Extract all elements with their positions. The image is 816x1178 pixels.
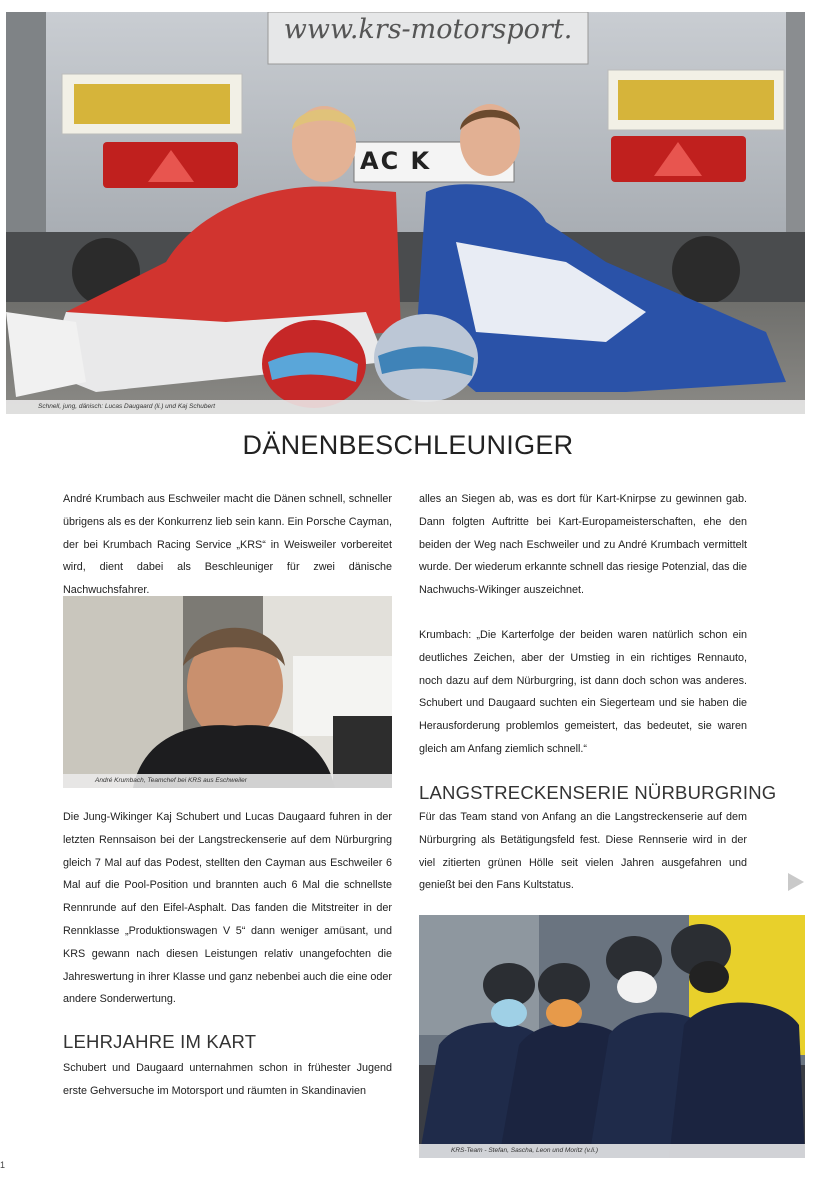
heading-lehrjahre: LEHRJAHRE IM KART: [63, 1031, 257, 1052]
article-title: DÄNENBESCHLEUNIGER: [242, 430, 574, 460]
right-text-1: alles an Siegen ab, was es dort für Kart-Knirpse zu gewinnen gab. Dann folgten Auftritte bei Kart-Europameisterschaften, ehe den beiden der Weg nach Eschweiler und zu André Krumbach vermittelt wurde. Der wiederum erkannte schnell das riesige Potenzial, das die Nachwuchs-Wikinger auszeichnet.: [419, 493, 747, 597]
hero-plate-text: AC K: [360, 147, 432, 175]
right-paragraph-1: [419, 488, 747, 602]
right-paragraph-3: [419, 806, 747, 897]
portrait-photo: [63, 596, 392, 788]
team-photo: [419, 915, 805, 1158]
hero-banner-text: www.krs-motorsport.: [283, 14, 573, 45]
team-photo-illustration: [419, 915, 805, 1158]
intro-text: André Krumbach aus Eschweiler macht die Dänen schnell, schneller übrigens als es der Konkurrenz lieb sein kann. Ein Porsche Cayman, der bei Krumbach Racing Service „KRS“ in Weisweiler vorbereitet wird, dient dabei als Beschleuniger für zwei dänische Nachwuchsfahrer.: [63, 493, 392, 597]
intro-paragraph: [63, 488, 392, 602]
next-page-arrow-icon[interactable]: [788, 873, 804, 891]
team-caption: KRS-Team - Stefan, Sascha, Leon und Moritz (v.li.): [419, 1144, 805, 1158]
hero-photo-illustration: [6, 12, 805, 414]
right-text-3: Für das Team stand von Anfang an die Langstreckenserie auf dem Nürburgring als Betätigungsfeld fest. Diese Rennserie wird in der viel zitierten grünen Hölle seit vielen Jahren ausgefahren und genießt bei den Fans Kultstatus.: [419, 811, 747, 892]
portrait-caption: André Krumbach, Teamchef bei KRS aus Eschweiler: [63, 774, 392, 788]
left-body-paragraph: [63, 806, 392, 1011]
page-number: 1: [0, 1160, 6, 1170]
hero-caption: Schnell, jung, dänisch: Lucas Daugaard (li.) und Kaj Schubert: [6, 400, 805, 414]
left-body-text: Die Jung-Wikinger Kaj Schubert und Lucas Daugaard fuhren in der letzten Rennsaison bei der Langstreckenserie auf dem Nürburgring gleich 7 Mal auf das Podest, stellten den Cayman aus Eschweiler 6 Mal auf die Pool-Position und brannten auch 6 Mal die schnellste Rennrunde auf den Eifel-Asphalt. Das fanden die Mitstreiter in der Rennklasse „Produktionswagen V 5“ dann weniger amüsant, und KRS gewann nach diesen Leistungen relativ unangefochten die Jahreswertung in ihrer Klasse und ganz nebenbei auch die eine oder andere Sonderwertung.: [63, 811, 392, 1006]
right-paragraph-2: [419, 624, 747, 761]
heading-langstreckenserie: LANGSTRECKENSERIE NÜRBURGRING: [419, 782, 777, 803]
portrait-photo-illustration: [63, 596, 392, 788]
kart-text: Schubert und Daugaard unternahmen schon in frühester Jugend erste Gehversuche im Motorsport und räumten in Skandinavien: [63, 1062, 392, 1097]
kart-paragraph: [63, 1057, 392, 1103]
hero-photo: [6, 12, 805, 414]
right-text-2: Krumbach: „Die Karterfolge der beiden waren natürlich schon ein deutliches Zeichen, aber der Umstieg in ein richtiges Rennauto, noch dazu auf dem Nürburgring, ist dann doch schon was anderes. Schubert und Daugaard suchten ein Siegerteam und sie haben die Herausforderung problemlos gemeistert, das bedeutet, sie waren gleich am Anfang ziemlich schnell.“: [419, 629, 747, 755]
